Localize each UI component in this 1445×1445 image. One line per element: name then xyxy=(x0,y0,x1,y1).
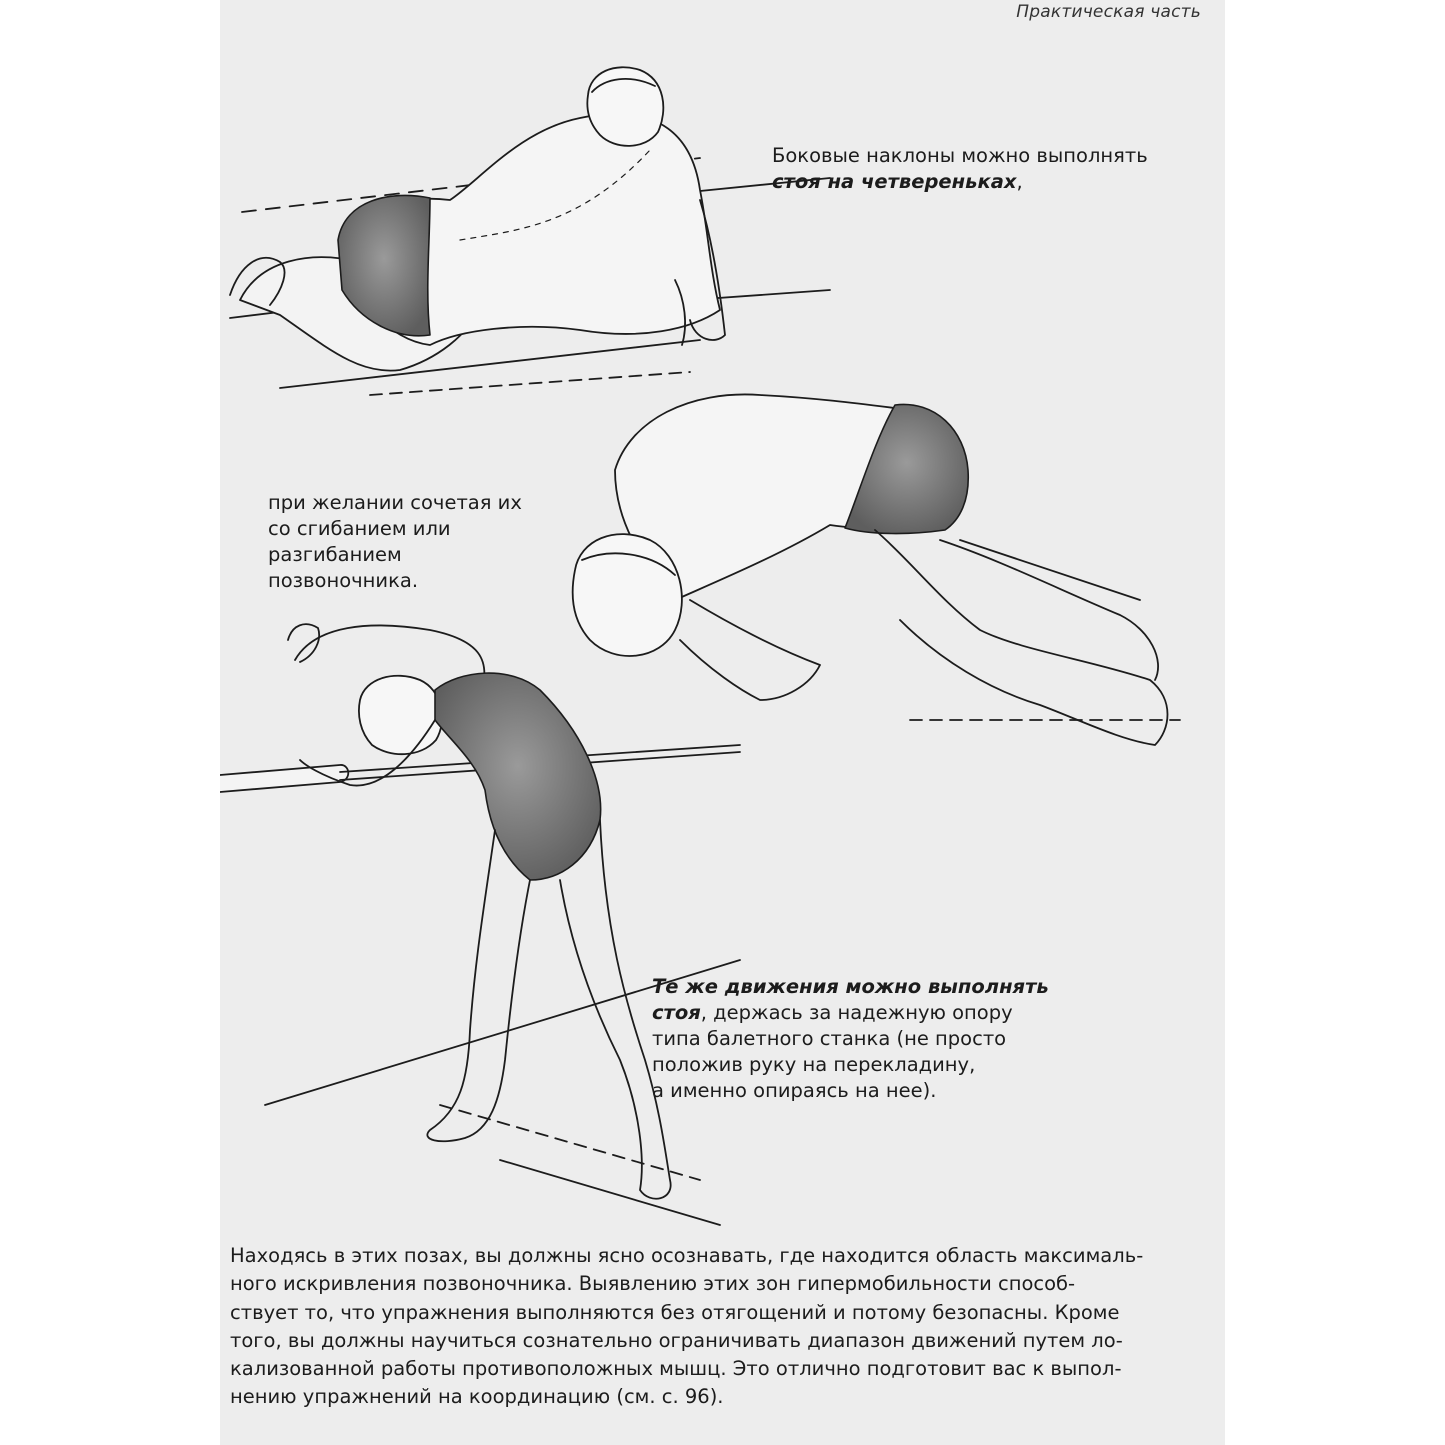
caption-kneeling-emphasis: стоя на четвереньках xyxy=(772,170,1017,193)
caption-combined xyxy=(268,490,588,594)
caption-standing xyxy=(652,974,1052,1104)
caption-standing-line: положив руку на перекладину, xyxy=(652,1053,976,1076)
body-line: того, вы должны научиться сознательно ограничивать диапазон движений путем ло- xyxy=(230,1328,1123,1352)
book-page xyxy=(220,0,1225,1445)
caption-kneeling-text: Боковые наклоны можно выполнять xyxy=(772,144,1148,167)
caption-kneeling-tail: , xyxy=(1016,170,1023,193)
kneeling-side-bend-figure xyxy=(230,67,830,395)
body-line: ствует то, что упражнения выполняются без отягощений и потому безопасны. Кроме xyxy=(230,1300,1120,1324)
body-paragraph xyxy=(230,1242,1144,1412)
body-line: ного искривления позвоночника. Выявлению этих зон гипермобильности способ- xyxy=(230,1272,1076,1296)
caption-standing-line: , держась за надежную опору xyxy=(700,1001,1013,1024)
caption-combined-line: со сгибанием или разгибанием xyxy=(268,517,451,566)
caption-standing-emphasis: Те же движения можно выполнять xyxy=(652,975,1049,998)
running-header: Практическая часть xyxy=(1016,2,1201,22)
caption-standing-emphasis: стоя xyxy=(652,1001,701,1024)
body-line: нению упражнений на координацию (см. с. 96). xyxy=(230,1385,724,1409)
caption-combined-line: позвоночника. xyxy=(268,569,419,592)
caption-standing-line: а именно опираясь на нее). xyxy=(652,1079,937,1102)
body-line: кализованной работы противоположных мышц. Это отлично подготовит вас к выпол- xyxy=(230,1357,1122,1381)
kneeling-flexion-figure xyxy=(573,394,1180,745)
standing-barre-figure xyxy=(220,624,740,1225)
caption-standing-line: типа балетного станка (не просто xyxy=(652,1027,1007,1050)
caption-kneeling xyxy=(772,143,1192,195)
caption-combined-line: при желании сочетая их xyxy=(268,491,522,514)
body-line: Находясь в этих позах, вы должны ясно осознавать, где находится область максималь- xyxy=(230,1244,1144,1267)
